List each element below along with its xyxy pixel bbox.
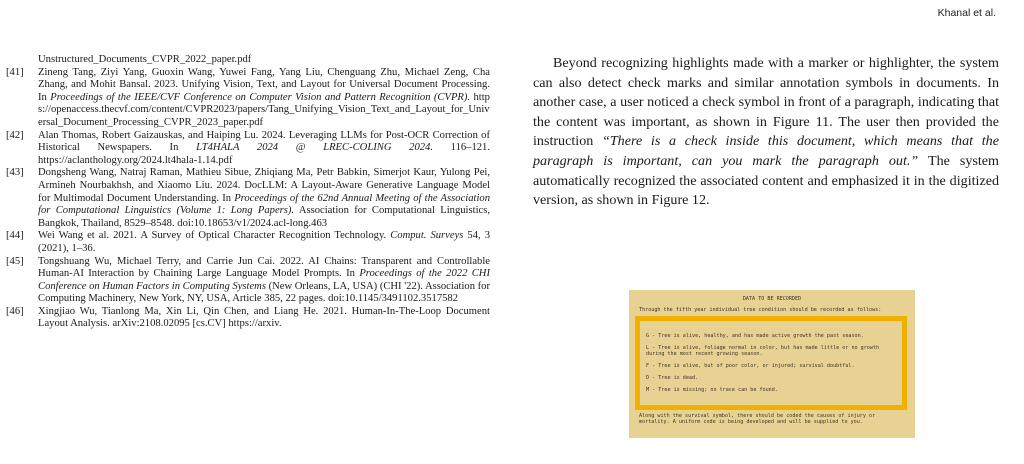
reference-venue: Proceedings of the 2022 CHI Conference on Human Factors in Computing Systems bbox=[38, 268, 490, 292]
instruction-quote: “There is a check inside this document, which means that the paragraph is important, can you mark the paragraph out.” bbox=[533, 133, 999, 169]
reference-venue: Proceedings of the IEEE/CVF Conference on Computer Vision and Pattern Recognition (CVPR). bbox=[50, 91, 471, 103]
scan-intro: Through the fifth year individual tree condition should be recorded as follows: bbox=[639, 307, 882, 313]
reference-item bbox=[6, 66, 490, 130]
reference-number: [45] bbox=[6, 255, 24, 267]
scan-item: F - Tree is alive, but of poor color, or injured; survival doubtful. bbox=[646, 363, 855, 369]
reference-text[interactable]: Xingjiao Wu, Tianlong Ma, Xin Li, Qin Chen, and Liang He. 2021. Human-In-The-Loop Document Layout Analysis. arXiv:2108.02095 [cs.CV] https://arxiv. bbox=[38, 305, 490, 330]
reference-text: Dongsheng Wang, Natraj Raman, Mathieu Sibue, Zhiqiang Ma, Petr Babkin, Simerjot Kaur, Yulong Pei, Armineh Nourbakhsh, and Xiaomo Liu. 2024. DocLLM: A Layout-Aware Generative Language Model for Multimodal Document Understanding. In bbox=[38, 167, 490, 204]
reference-text: Unstructured_Documents_CVPR_2022_paper.pdf bbox=[38, 54, 252, 65]
reference-item bbox=[6, 255, 491, 306]
reference-item bbox=[6, 167, 490, 230]
scan-item: G - Tree is alive, healthy, and has made active growth the past season. bbox=[646, 333, 864, 339]
reference-venue: LT4HALA 2024 @ LREC-COLING 2024. bbox=[196, 142, 433, 154]
reference-tail[interactable]: Association for Computational Linguistics, Bangkok, Thailand, 8529–8548. doi:10.18653/v1/2024.acl-long.463 bbox=[38, 205, 490, 229]
scan-item: L - Tree is alive, foliage normal in color, but has made little or no growth during the most recent growing season. bbox=[646, 345, 880, 357]
scan-title: DATA TO BE RECORDED bbox=[742, 296, 802, 302]
paragraph bbox=[533, 54, 999, 211]
reference-venue: Comput. Surveys bbox=[390, 230, 464, 242]
paragraph-text: Beyond recognizing highlights made with a marker or highlighter, the system can also detect check marks and similar annotation symbols in documents. In another case, a user noticed a check symbol in front of a paragraph, indicating that the content was important, as shown in Figure 11. The user then provided the instruction bbox=[533, 55, 999, 150]
reference-text: Tongshuang Wu, Michael Terry, and Carrie Jun Cai. 2022. AI Chains: Transparent and Controllable Human-AI Interaction by Chaining Large Language Model Prompts. In bbox=[38, 255, 490, 280]
reference-tail[interactable]: (New Orleans, LA, USA) (CHI '22). Association for Computing Machinery, New York, NY, USA, Article 385, 22 pages. doi:10.1145/3491102.3517582 bbox=[38, 280, 491, 305]
figure-document-scan bbox=[629, 290, 915, 438]
reference-item bbox=[6, 230, 490, 255]
reference-item bbox=[6, 305, 490, 331]
reference-link[interactable]: https://openaccess.thecvf.com/content/CVPR2023/papers/Tang_Unifying_Vision_Text_and_Layout_for_Universal_Document_Processing_CVPR_2023_paper.pdf bbox=[38, 91, 490, 128]
reference-item bbox=[16, 54, 490, 67]
highlight-box bbox=[635, 316, 907, 410]
reference-text: Zineng Tang, Ziyi Yang, Guoxin Wang, Yuwei Fang, Yang Liu, Chenguang Zhu, Michael Zeng, Cha Zhang, and Mohit Bansal. 2023. Unifying Vision, Text, and Layout for Universal Document Processing. In bbox=[38, 66, 490, 103]
reference-number: [41] bbox=[6, 66, 24, 78]
reference-link[interactable]: 116–121. https://aclanthology.org/2024.lt4hala-1.14.pdf bbox=[38, 142, 490, 166]
paragraph-text: The system automatically recognized the associated content and emphasized it in the digitized version, as shown in Figure 12. bbox=[533, 152, 1000, 209]
scan-item: D - Tree is dead. bbox=[646, 375, 699, 381]
reference-list bbox=[6, 54, 491, 331]
reference-text: Alan Thomas, Robert Gaizauskas, and Haiping Lu. 2024. Leveraging LLMs for Post-OCR Correction of Historical Newspapers. In bbox=[38, 129, 490, 154]
reference-number: [43] bbox=[6, 167, 24, 179]
reference-number: [44] bbox=[6, 230, 24, 242]
scan-footer: Along with the survival symbol, there should be coded the causes of injury or mortality. A uniform code is being developed and will be supplied to you. bbox=[639, 413, 876, 425]
reference-number: [46] bbox=[6, 305, 24, 317]
reference-venue: Proceedings of the 62nd Annual Meeting of the Association for Computational Linguistics (Volume 1: Long Papers). bbox=[38, 192, 490, 217]
scan-item: M - Tree is missing; no trace can be found. bbox=[646, 387, 778, 393]
reference-text: Wei Wang et al. 2021. A Survey of Optical Character Recognition Technology. bbox=[38, 230, 391, 242]
body-text bbox=[533, 54, 999, 211]
reference-item bbox=[6, 129, 490, 168]
running-head: Khanal et al. bbox=[937, 7, 996, 19]
reference-number: [42] bbox=[6, 129, 24, 141]
reference-tail: 54, 3 (2021), 1–36. bbox=[38, 230, 490, 254]
